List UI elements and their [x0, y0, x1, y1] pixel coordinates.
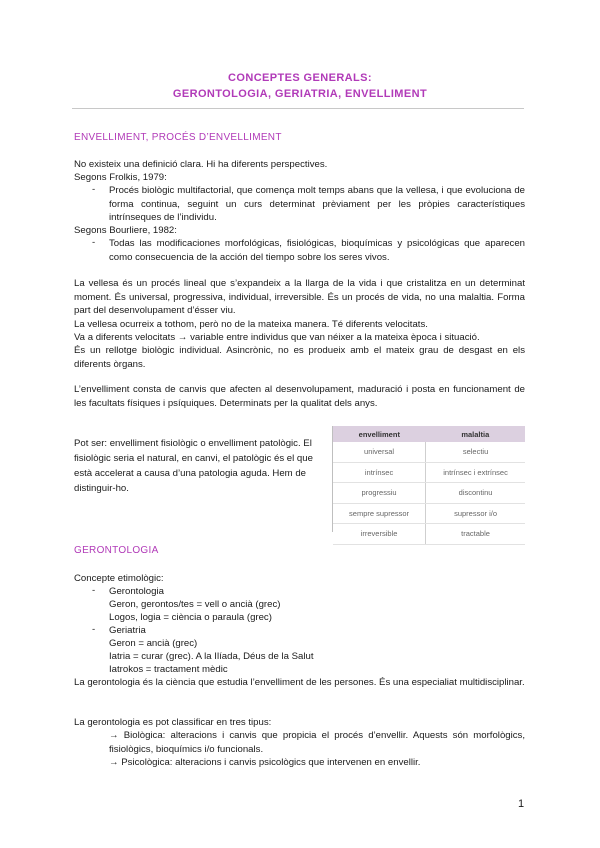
- item-geriatria: Geriatria: [109, 625, 146, 636]
- comparison-table: [333, 426, 525, 545]
- table-header-row: [333, 426, 525, 442]
- paragraph-tipus: La gerontologia es pot classificar en tres tipus:: [74, 717, 272, 728]
- section-heading-envelliment: ENVELLIMENT, PROCÉS D’ENVELLIMENT: [74, 132, 282, 143]
- author-frolkis: Segons Frolkis, 1979:: [74, 172, 167, 183]
- paragraph-velocitats: La vellesa ocurreix a tothom, però no de la mateixa manera. Té diferents velocitats.: [74, 319, 428, 330]
- table-cell: intrínsec: [333, 462, 426, 483]
- bullet-dash: -: [92, 624, 96, 635]
- concept-etimologic: Concepte etimològic:: [74, 573, 164, 584]
- type-biologica: → Biològica: alteracions i canvis que propicia el procés d’envellir. Aquests són morfològics, fisiològics, bioquímics i/o funcionals.: [109, 730, 525, 755]
- type-psicologica: → Psicològica: alteracions i canvis psicològics que intervenen en envellir.: [109, 757, 421, 768]
- title-line-2: GERONTOLOGIA, GERIATRIA, ENVELLIMENT: [172, 88, 428, 100]
- table-cell: intrínsec i extrínsec: [426, 462, 525, 483]
- table-cell: irreversible: [333, 524, 426, 545]
- author-bourliere: Segons Bourliere, 1982:: [74, 225, 177, 236]
- title-divider: [72, 108, 524, 109]
- bourliere-definition: Todas las modificaciones morfológicas, fisiológicas, bioquímicas y psicológicas que aparecen como consecuencia de la acción del tiempo sobre los seres vivos.: [109, 238, 525, 263]
- table-cell: sempre supressor: [333, 503, 426, 524]
- table-cell: discontinu: [426, 483, 525, 504]
- etymology-geron-2: Geron = ancià (grec): [109, 638, 198, 649]
- page-number: 1: [518, 798, 525, 810]
- table-cell: supressor i/o: [426, 503, 525, 524]
- paragraph-variable: Va a diferents velocitats → variable entre individus que van néixer a la mateixa època i situació.: [74, 332, 480, 343]
- paragraph-vellesa: La vellesa és un procés lineal que s’expandeix a la llarga de la vida i que cristalitza en un determinat moment. És universal, progressiva, individual, irreversible. És un procés de vida, no una malaltia. Forma part del desenvolupament d’ésser viu.: [74, 278, 525, 316]
- etymology-geron: Geron, gerontos/tes = vell o ancià (grec): [109, 599, 281, 610]
- table-cell: progressiu: [333, 483, 426, 504]
- paragraph-gerontologia-definicio: La gerontologia és la ciència que estudia l’envelliment de les persones. És una especialiat multidisciplinar.: [74, 677, 525, 688]
- paragraph-rellotge: És un rellotge biològic individual. Asincrònic, no es produeix amb el mateix grau de desgast en els diferents òrgans.: [74, 345, 525, 370]
- table-cell: tractable: [426, 524, 525, 545]
- table-header: malaltia: [426, 426, 525, 442]
- item-gerontologia: Gerontologia: [109, 586, 164, 597]
- title-line-1: CONCEPTES GENERALS:: [228, 72, 372, 84]
- section-heading-gerontologia: GERONTOLOGIA: [74, 545, 159, 556]
- frolkis-definition: Procés biològic multifactorial, que comença molt temps abans que la vellesa, i que evoluciona de forma continua, seguint un curs determinat prèviament per les pròpies característiques intrínseques de l’individu.: [109, 185, 525, 223]
- etymology-iatria: Iatria = curar (grec). A la Ilíada, Déus de la Salut: [109, 651, 314, 662]
- table-row: [333, 483, 525, 504]
- table-cell: universal: [333, 442, 426, 462]
- table-row: [333, 524, 525, 545]
- bullet-dash: -: [92, 585, 96, 596]
- etymology-logos: Logos, logia = ciència o paraula (grec): [109, 612, 272, 623]
- intro-text: No existeix una definició clara. Hi ha diferents perspectives.: [74, 159, 328, 170]
- table-cell: selectiu: [426, 442, 525, 462]
- bullet-dash: -: [92, 237, 96, 248]
- table-header: envelliment: [333, 426, 426, 442]
- paragraph-canvis: L’envelliment consta de canvis que afecten al desenvolupament, maduració i posta en funcionament de les facultats físiques i psíquiques. Determinats per la qualitat dels anys.: [74, 384, 525, 409]
- bullet-dash: -: [92, 184, 96, 195]
- table-row: [333, 462, 525, 483]
- table-row: [333, 503, 525, 524]
- table-row: [333, 442, 525, 462]
- side-paragraph-tipus: Pot ser: envelliment fisiològic o envelliment patològic. El fisiològic seria el natural, en canvi, el patològic és el que està accelerat a causa d’una patologia aguda. Hem de distinguir-ho.: [74, 438, 313, 494]
- etymology-iatrokos: Iatrokos = tractament mèdic: [109, 664, 228, 675]
